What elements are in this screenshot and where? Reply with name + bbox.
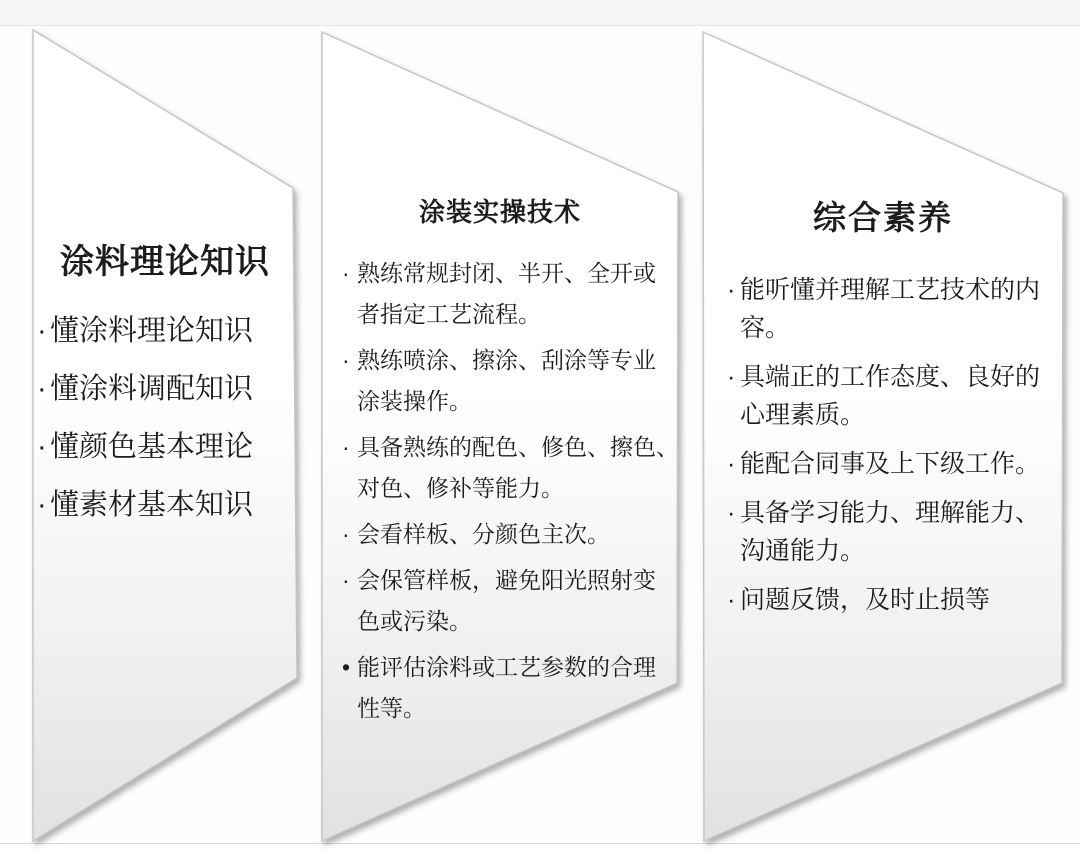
bullet-text — [740, 494, 1040, 570]
bullet-marker: · — [342, 260, 350, 286]
bullet-line: 熟练喷涂、擦涂、刮涂等专业 — [357, 347, 656, 373]
bullet-line: 问题反馈，及时止损等 — [740, 586, 991, 614]
bullet-text — [740, 271, 1040, 347]
bullet-marker: · — [342, 567, 350, 593]
bullet-marker: · — [727, 499, 736, 527]
bullet-item — [342, 427, 679, 509]
bullet-marker: • — [342, 654, 351, 680]
bullet-line: 涂装操作。 — [357, 388, 472, 414]
bullet-line: 具端正的工作态度、良好的 — [740, 363, 1041, 391]
panel-title: 涂料理论知识 — [60, 243, 270, 281]
panel-title: 涂装实操技术 — [418, 197, 581, 227]
bullet-line: 会保管样板，避免阳光照射变 — [357, 567, 656, 593]
bullet-line: 能听懂并理解工艺技术的内 — [740, 276, 1041, 304]
bullet-marker: · — [342, 521, 350, 547]
bullet-item — [727, 494, 1040, 570]
bullet-text — [357, 647, 656, 729]
bullet-line: 心理素质。 — [740, 401, 866, 429]
bullet-text — [357, 340, 656, 422]
bullet-line: 懂颜色基本理论 — [50, 431, 254, 463]
bullet-line: 容。 — [740, 314, 791, 342]
bullet-line: 熟练常规封闭、半开、全开或 — [357, 260, 656, 286]
bullet-line: 色或污染。 — [357, 608, 472, 634]
bullet-item — [342, 560, 679, 642]
bullet-item — [37, 302, 253, 360]
panel-painting-practical-skills — [322, 0, 678, 866]
bullet-marker: · — [342, 434, 350, 460]
bullet-line: 具备学习能力、理解能力、 — [740, 499, 1041, 527]
bullet-marker: · — [37, 489, 47, 521]
bullet-marker: · — [727, 586, 736, 614]
bullet-line: 性等。 — [357, 695, 426, 721]
bullet-marker: · — [727, 450, 736, 478]
bullet-item — [727, 581, 1040, 619]
bullet-line: 者指定工艺流程。 — [357, 301, 541, 327]
bullet-marker: · — [37, 373, 47, 405]
bullet-text — [357, 560, 656, 642]
bullet-marker: · — [727, 363, 736, 391]
bullet-text — [740, 445, 1040, 483]
bullet-marker: · — [342, 347, 350, 373]
bullet-text — [50, 302, 253, 360]
bullet-text — [50, 360, 253, 418]
bullet-line: 会看样板、分颜色主次。 — [357, 521, 610, 547]
bullet-marker: · — [37, 431, 47, 463]
bullet-item — [727, 271, 1040, 347]
bullet-text — [50, 476, 253, 534]
bullet-item — [727, 445, 1040, 483]
bullet-text — [357, 427, 679, 509]
bullet-text — [740, 581, 990, 619]
bullet-item — [342, 647, 679, 729]
bullet-list — [342, 253, 679, 734]
bullet-item — [37, 418, 253, 476]
bullet-line: 能配合同事及上下级工作。 — [740, 450, 1041, 478]
bullet-marker: · — [727, 276, 736, 304]
bullet-item — [342, 514, 679, 555]
panel-title: 综合素养 — [813, 199, 953, 236]
bullet-item — [37, 360, 253, 418]
bullet-marker: · — [37, 315, 47, 347]
bullet-text — [357, 514, 610, 555]
bullet-text — [357, 253, 656, 335]
bullet-line: 懂涂料理论知识 — [50, 315, 254, 347]
bullet-text — [740, 358, 1040, 434]
bullet-line: 能评估涂料或工艺参数的合理 — [357, 654, 656, 680]
bullet-line: 懂素材基本知识 — [50, 489, 254, 521]
bullet-line: 懂涂料调配知识 — [50, 373, 254, 405]
bullet-item — [37, 476, 253, 534]
bullet-list — [37, 302, 253, 534]
bullet-item — [342, 253, 679, 335]
bullet-line: 沟通能力。 — [740, 537, 866, 565]
panel-paint-theory-knowledge — [33, 0, 297, 866]
bullet-line: 对色、修补等能力。 — [357, 475, 564, 501]
panel-comprehensive-qualities — [703, 0, 1063, 866]
bullet-line: 具备熟练的配色、修色、擦色、 — [357, 434, 679, 460]
bullet-item — [342, 340, 679, 422]
bullet-text — [50, 418, 253, 476]
bullet-item — [727, 358, 1040, 434]
bullet-list — [727, 271, 1040, 630]
